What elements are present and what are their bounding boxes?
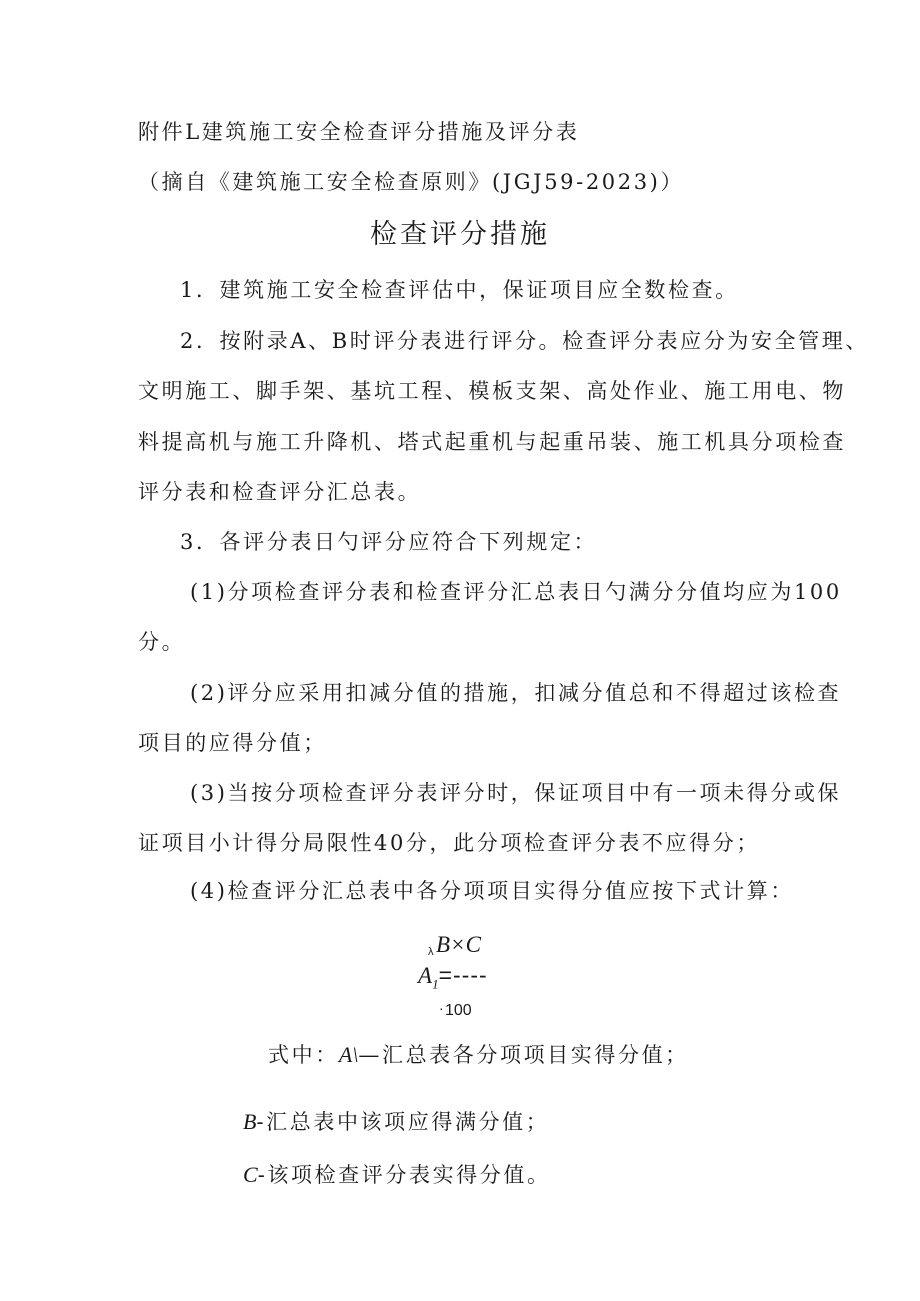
item-2-line-2: 文明施工、脚手架、基坑工程、模板支架、高处作业、施工用电、物 [138,379,846,403]
legend-c-text: -该项检查评分表实得分值。 [257,1163,551,1187]
formula-denominator-mark: · [439,1000,444,1016]
item-1: 1．建筑施工安全检查评估中，保证项目应全数检查。 [180,278,739,302]
formula-numerator: B×C [436,932,481,957]
rule-2-line-2: 项目的应得分值； [138,731,327,755]
legend-b [243,1107,549,1137]
rule-2-line-1: (2)评分应采用扣减分值的措施，扣减分值总和不得超过该检查 [190,681,842,705]
legend-a [268,1040,689,1070]
legend-a-prefix: 式中： [268,1043,339,1067]
item-2-line-4: 评分表和检查评分汇总表。 [138,480,422,504]
item-3: 3．各评分表日勺评分应符合下列规定： [180,530,598,554]
rule-3-line-1: (3)当按分项检查评分表评分时，保证项目中有一项未得分或保 [190,781,842,805]
attachment-title: 附件L建筑施工安全检查评分措施及评分表 [138,120,580,144]
source-note: （摘自《建筑施工安全检查原则》(JGJ59-2023)） [138,170,685,194]
formula-fraction-bar: =---- [438,962,488,988]
rule-1-line-2: 分。 [138,630,186,654]
legend-b-symbol: B [243,1109,257,1134]
legend-b-text: -汇总表中该项应得满分值； [256,1110,550,1134]
item-2-line-1: 2．按附录A、B时评分表进行评分。检查评分表应分为安全管理、 [180,329,869,353]
formula-lhs [418,962,488,993]
rule-3-line-2: 证项目小计得分局限性40分，此分项检查评分表不应得分； [138,831,760,855]
legend-c [243,1160,551,1190]
legend-a-text: —汇总表各分项项目实得分值； [358,1043,689,1067]
formula-denominator: 100 [445,1002,472,1019]
rule-4: (4)检查评分汇总表中各分项项目实得分值应按下式计算： [190,879,794,903]
formula-lhs-symbol: A [418,963,433,988]
legend-c-symbol: C [243,1162,258,1187]
item-2-line-3: 料提高机与施工升降机、塔式起重机与起重吊装、施工机具分项检查 [138,430,846,454]
legend-a-symbol: A\ [338,1042,359,1067]
formula-lhs-subscript: 1 [432,976,439,992]
section-title: 检查评分措施 [370,219,550,250]
formula-numerator-mark: λ [428,946,434,958]
rule-1-line-1: (1)分项检查评分表和检查评分汇总表日勺满分分值均应为100 [190,580,842,604]
